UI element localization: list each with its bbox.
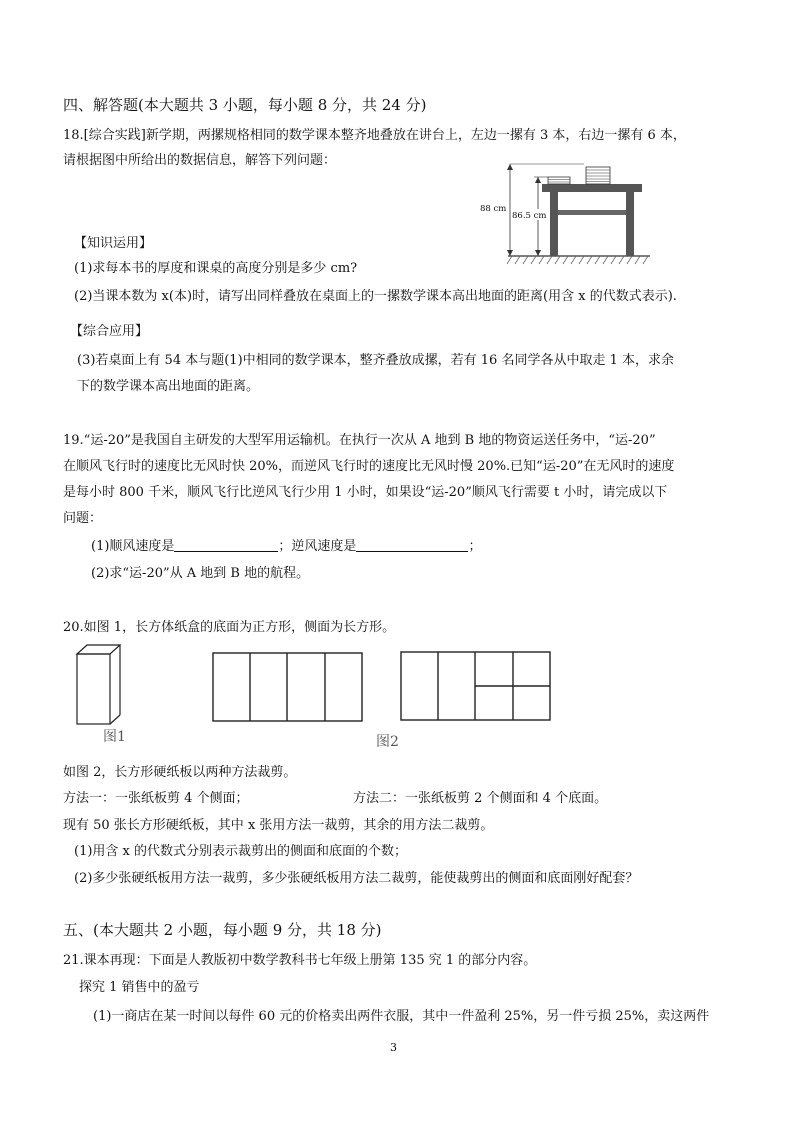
figure1-box <box>76 644 126 726</box>
q18-part3-line2: 下的数学课本高出地面的距离。 <box>77 379 260 394</box>
q18-line1: 18.[综合实践]新学期，两摞规格相同的数学课本整齐地叠放在讲台上，左边一摞有 3 本，右边一摞有 6 本， <box>63 128 686 143</box>
q20-part1: (1)用含 x 的代数式分别表示裁剪出的侧面和底面的个数； <box>74 844 408 859</box>
q18-part3-line1: (3)若桌面上有 54 本与题(1)中相同的数学课本，整齐叠放成摞，若有 16 名同学各从中取走 1 本，求余 <box>77 353 674 368</box>
q20-line2: 如图 2，长方形硬纸板以两种方法裁剪。 <box>63 765 297 780</box>
q19-line3: 是每小时 800 千米，顺风飞行比逆风飞行少用 1 小时，如果设“运-20”顺风飞行需要 t 小时，请完成以下 <box>63 485 668 500</box>
q20-line3: 现有 50 张长方形硬纸板，其中 x 张用方法一裁剪，其余的用方法二裁剪。 <box>63 818 494 833</box>
q18-line2: 请根据图中所给出的数据信息，解答下列问题： <box>63 153 337 168</box>
desk-figure <box>478 160 658 270</box>
q20-line1: 20.如图 1，长方体纸盒的底面为正方形，侧面为长方形。 <box>63 620 396 635</box>
q19-line2: 在顺风飞行时的速度比无风时快 20%，而逆风飞行时的速度比无风时慢 20%.已知“运-20”在无风时的速度 <box>63 459 675 474</box>
section-heading-5: 五、(本大题共 2 小题，每小题 9 分，共 18 分) <box>63 921 382 939</box>
q20-method1: 方法一：一张纸板剪 4 个侧面； <box>63 791 249 806</box>
q20-method2: 方法二：一张纸板剪 2 个侧面和 4 个底面。 <box>353 791 608 806</box>
q21-line1: 21.课本再现：下面是人教版初中数学教科书七年级上册第 135 究 1 的部分内容。 <box>63 953 537 968</box>
figure2-method1 <box>212 652 364 723</box>
label-86-5cm: 86.5 cm <box>512 211 547 221</box>
q19-part1-c: ； <box>468 539 482 554</box>
label-88cm: 88 cm <box>480 204 507 214</box>
page-number: 3 <box>390 1041 397 1054</box>
figure2-method2 <box>400 651 552 722</box>
figure2-label: 图2 <box>376 734 399 750</box>
q21-subheading: 探究 1 销售中的盈亏 <box>79 980 200 995</box>
figure1-label: 图1 <box>103 729 126 745</box>
q19-line1: 19.“运-20”是我国自主研发的大型军用运输机。在执行一次从 A 地到 B 地的物资运送任务中，“运-20” <box>63 433 656 448</box>
answer-blank-headwind[interactable] <box>356 539 468 552</box>
section-heading-4: 四、解答题(本大题共 3 小题，每小题 8 分，共 24 分) <box>63 96 427 114</box>
q20-part2: (2)多少张硬纸板用方法一裁剪，多少张硬纸板用方法二裁剪，能使裁剪出的侧面和底面刚好配套？ <box>74 871 639 886</box>
q19-part2: (2)求“运-20”从 A 地到 B 地的航程。 <box>91 566 310 581</box>
apply-label: 【综合应用】 <box>70 324 149 339</box>
q21-part1: (1)一商店在某一时间以每件 60 元的价格卖出两件衣服，其中一件盈利 25%，另一件亏损 25%，卖这两件 <box>93 1009 710 1024</box>
q19-part1 <box>91 539 481 555</box>
q18-part2: (2)当课本数为 x(本)时，请写出同样叠放在桌面上的一摞数学课本高出地面的距离(用含 x 的代数式表示). <box>74 289 677 304</box>
q19-part1-b: ；逆风速度是 <box>278 539 357 554</box>
answer-blank-tailwind[interactable] <box>174 539 278 552</box>
q19-part1-a: (1)顺风速度是 <box>91 539 175 554</box>
knowledge-label: 【知识运用】 <box>74 236 153 251</box>
q18-part1: (1)求每本书的厚度和课桌的高度分别是多少 cm? <box>74 261 358 276</box>
q19-line4: 问题： <box>63 511 103 526</box>
